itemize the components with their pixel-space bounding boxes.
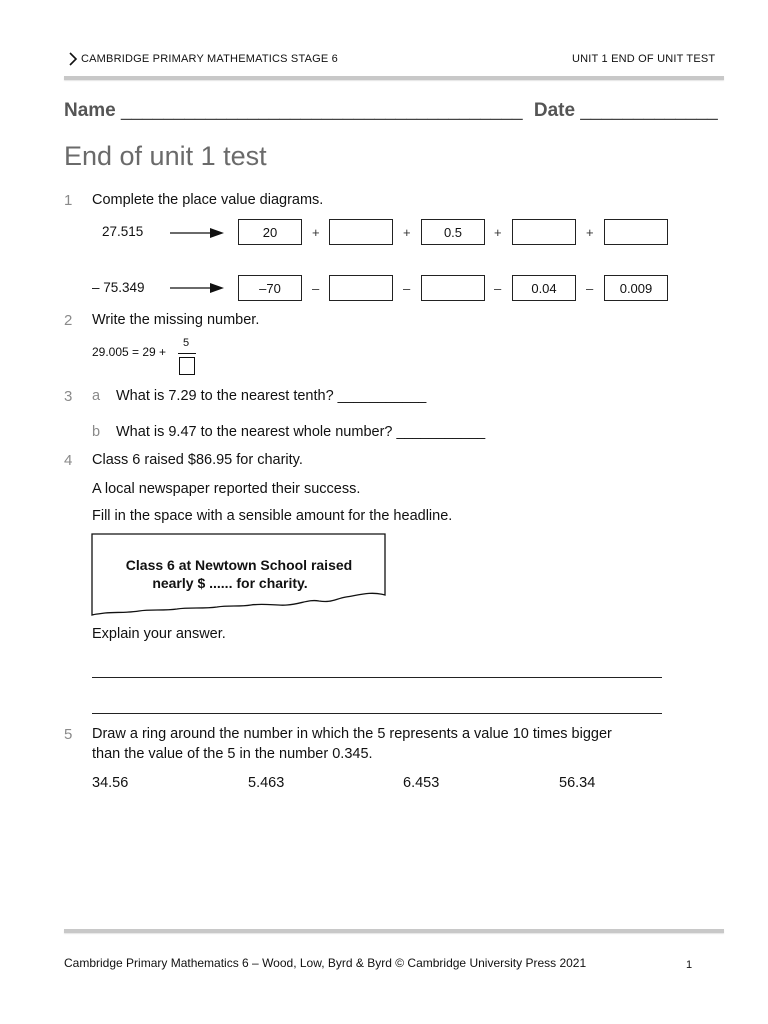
answer-box: 0.04 xyxy=(512,275,576,301)
question-number: 5 xyxy=(64,726,73,743)
answer-option[interactable]: 5.463 xyxy=(248,775,285,791)
place-value-number: – 75.349 xyxy=(92,280,145,295)
question-text: Explain your answer. xyxy=(92,626,226,642)
answer-option[interactable]: 6.453 xyxy=(403,775,440,791)
answer-box[interactable] xyxy=(604,219,668,245)
question-text: A local newspaper reported their success. xyxy=(92,481,361,497)
answer-box[interactable] xyxy=(421,275,485,301)
answer-box[interactable] xyxy=(329,275,393,301)
answer-option[interactable]: 56.34 xyxy=(559,775,596,791)
page-number: 1 xyxy=(686,959,693,971)
answer-box: 0.5 xyxy=(421,219,485,245)
date-label: Date xyxy=(533,100,576,121)
answer-box[interactable] xyxy=(329,219,393,245)
answer-line[interactable] xyxy=(92,713,662,714)
sub-question-label: a xyxy=(92,388,101,404)
sub-question-label: b xyxy=(92,424,101,440)
arrow-right-icon xyxy=(170,281,224,295)
question-text: Draw a ring around the number in which the 5 represents a value 10 times bigger xyxy=(92,726,612,742)
question-number: 3 xyxy=(64,388,73,405)
page-title: End of unit 1 test xyxy=(64,141,267,171)
minus-sign: – xyxy=(586,281,594,296)
question-text: than the value of the 5 in the number 0.345. xyxy=(92,746,373,762)
plus-sign: + xyxy=(312,225,320,240)
plus-sign: + xyxy=(586,225,594,240)
footer-divider xyxy=(64,929,724,933)
plus-sign: + xyxy=(403,225,411,240)
name-blank: ______________________________________ xyxy=(121,100,523,121)
footer-text: Cambridge Primary Mathematics 6 – Wood, Low, Byrd & Byrd © Cambridge University Press 2021 xyxy=(64,956,587,970)
fraction-numerator: 5 xyxy=(183,337,190,349)
equation: 29.005 = 29 + xyxy=(92,345,167,359)
plus-sign: + xyxy=(494,225,502,240)
name-label: Name xyxy=(64,100,116,121)
minus-sign: – xyxy=(403,281,411,296)
header-right: UNIT 1 END OF UNIT TEST xyxy=(572,53,716,65)
sub-question-text: What is 9.47 to the nearest whole number? ___________ xyxy=(116,424,486,440)
headline-line: Class 6 at Newtown School raised xyxy=(125,557,353,573)
arrow-right-icon xyxy=(170,226,224,240)
fraction-bar xyxy=(178,353,196,354)
question-text: Write the missing number. xyxy=(92,312,260,328)
date-blank: _____________ xyxy=(580,100,718,121)
question-number: 1 xyxy=(64,192,73,209)
question-number: 4 xyxy=(64,452,73,469)
header-left: CAMBRIDGE PRIMARY MATHEMATICS STAGE 6 xyxy=(81,53,338,65)
question-text: Class 6 raised $86.95 for charity. xyxy=(92,452,303,468)
answer-box: –70 xyxy=(238,275,302,301)
answer-line[interactable] xyxy=(92,677,662,678)
question-text: Fill in the space with a sensible amount for the headline. xyxy=(92,508,453,524)
chevron-right-icon xyxy=(68,52,78,66)
sub-question-text: What is 7.29 to the nearest tenth? ___________ xyxy=(116,388,427,404)
minus-sign: – xyxy=(494,281,502,296)
answer-box[interactable] xyxy=(512,219,576,245)
answer-box: 20 xyxy=(238,219,302,245)
question-number: 2 xyxy=(64,312,73,329)
place-value-number: 27.515 xyxy=(102,224,144,239)
denominator-box[interactable] xyxy=(179,357,195,375)
header-divider xyxy=(64,76,724,80)
question-text: Complete the place value diagrams. xyxy=(92,192,324,208)
name-row xyxy=(64,100,718,122)
minus-sign: – xyxy=(312,281,320,296)
headline-line: nearly $ ...... for charity. xyxy=(152,575,308,591)
answer-box: 0.009 xyxy=(604,275,668,301)
answer-option[interactable]: 34.56 xyxy=(92,775,129,791)
